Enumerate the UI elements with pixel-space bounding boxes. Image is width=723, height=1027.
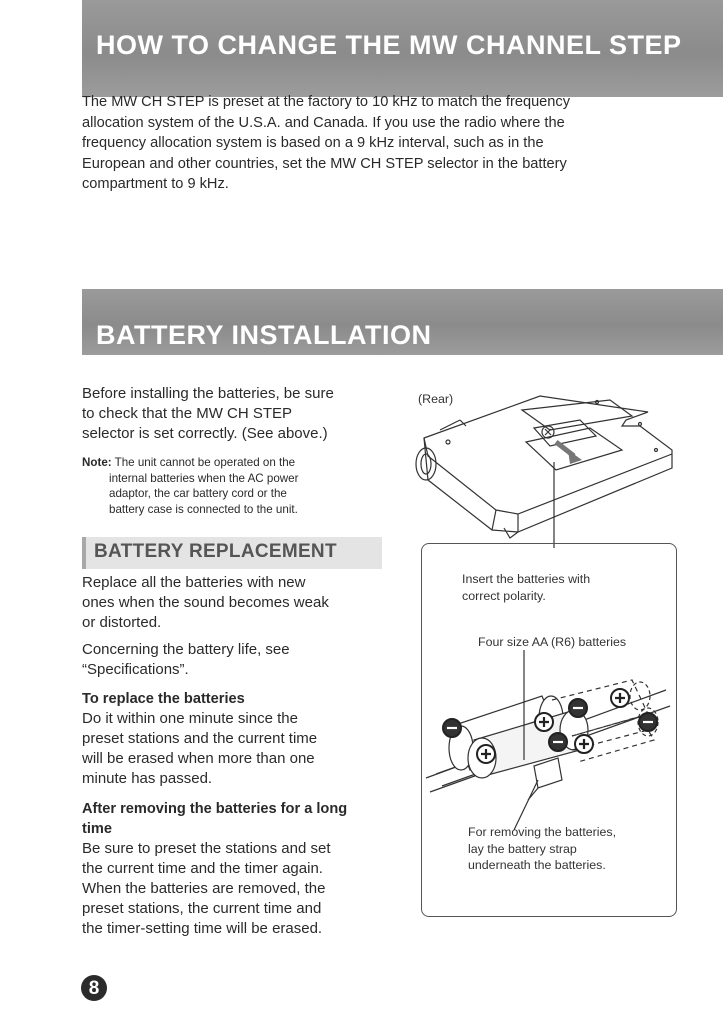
- text-line: the current time and the timer again.: [82, 860, 323, 877]
- text-line: For removing the batteries,: [468, 825, 617, 839]
- text-line: Do it within one minute since the: [82, 710, 298, 727]
- installation-intro: [82, 384, 382, 444]
- rear-label: (Rear): [418, 392, 454, 406]
- replace-batteries-block: [82, 689, 382, 789]
- text-line: European and other countries, set the MW CH STEP selector in the battery: [82, 155, 567, 172]
- strap-instruction: [468, 824, 616, 874]
- text-line: compartment to 9 kHz.: [82, 176, 229, 192]
- text-line: the timer-setting time will be erased.: [82, 920, 323, 937]
- subheading-after-removing-cont: time: [82, 821, 113, 837]
- text-line: Insert the batteries with: [462, 572, 591, 586]
- insert-instruction: [462, 571, 590, 604]
- text-line: The unit cannot be operated on the: [114, 456, 296, 469]
- text-line: or distorted.: [82, 614, 162, 631]
- text-line: to check that the MW CH STEP: [82, 405, 293, 422]
- text-line: selector is set correctly. (See above.): [82, 425, 328, 442]
- after-removing-block: [82, 799, 382, 939]
- text-line: internal batteries when the AC power: [109, 471, 299, 485]
- text-line: The MW CH STEP is preset at the factory to 10 kHz to match the frequency: [82, 94, 571, 110]
- subsection-bar-battery-replacement: [82, 537, 382, 569]
- text-line: correct polarity.: [462, 588, 546, 603]
- text-line: Before installing the batteries, be sure: [82, 385, 334, 402]
- radio-rear-illustration: [400, 380, 700, 550]
- text-line: underneath the batteries.: [468, 858, 606, 872]
- replacement-paragraph-1: [82, 573, 382, 633]
- text-line: allocation system of the U.S.A. and Canada. If you use the radio where the: [82, 114, 565, 131]
- section-banner-channel-step: [82, 0, 723, 97]
- subheading-replace-batteries: To replace the batteries: [82, 691, 245, 707]
- text-line: Be sure to preset the stations and set: [82, 840, 331, 857]
- text-line: Replace all the batteries with new: [82, 574, 306, 591]
- text-line: minute has passed.: [82, 770, 213, 787]
- text-line: ones when the sound becomes weak: [82, 594, 329, 611]
- subheading-after-removing: After removing the batteries for a long: [82, 801, 348, 817]
- text-line: lay the battery strap: [468, 841, 577, 856]
- text-line: When the batteries are removed, the: [82, 880, 326, 897]
- section-title-battery-installation: BATTERY INSTALLATION: [96, 320, 432, 350]
- text-line: Concerning the battery life, see: [82, 641, 290, 658]
- text-line: preset stations and the current time: [82, 730, 318, 747]
- text-line: adaptor, the car battery cord or the: [109, 487, 287, 501]
- note-label: Note:: [82, 456, 112, 469]
- text-line: preset stations, the current time and: [82, 900, 322, 917]
- section-title-channel-step: HOW TO CHANGE THE MW CHANNEL STEP: [96, 30, 682, 60]
- replacement-paragraph-2: [82, 640, 382, 680]
- batteries-illustration: [422, 650, 676, 830]
- subsection-title-battery-replacement: BATTERY REPLACEMENT: [94, 541, 337, 562]
- batteries-label: Four size AA (R6) batteries: [478, 635, 627, 649]
- text-line: battery case is connected to the unit.: [109, 502, 298, 516]
- text-line: frequency allocation system is based on a 9 kHz interval, such as in the: [82, 135, 544, 151]
- section-banner-battery-installation: [82, 289, 723, 355]
- text-line: “Specifications”.: [82, 661, 189, 678]
- channel-step-paragraph: [82, 92, 672, 195]
- installation-note: [82, 455, 372, 517]
- page-number: 8: [81, 975, 107, 1001]
- text-line: will be erased when more than one: [82, 750, 315, 767]
